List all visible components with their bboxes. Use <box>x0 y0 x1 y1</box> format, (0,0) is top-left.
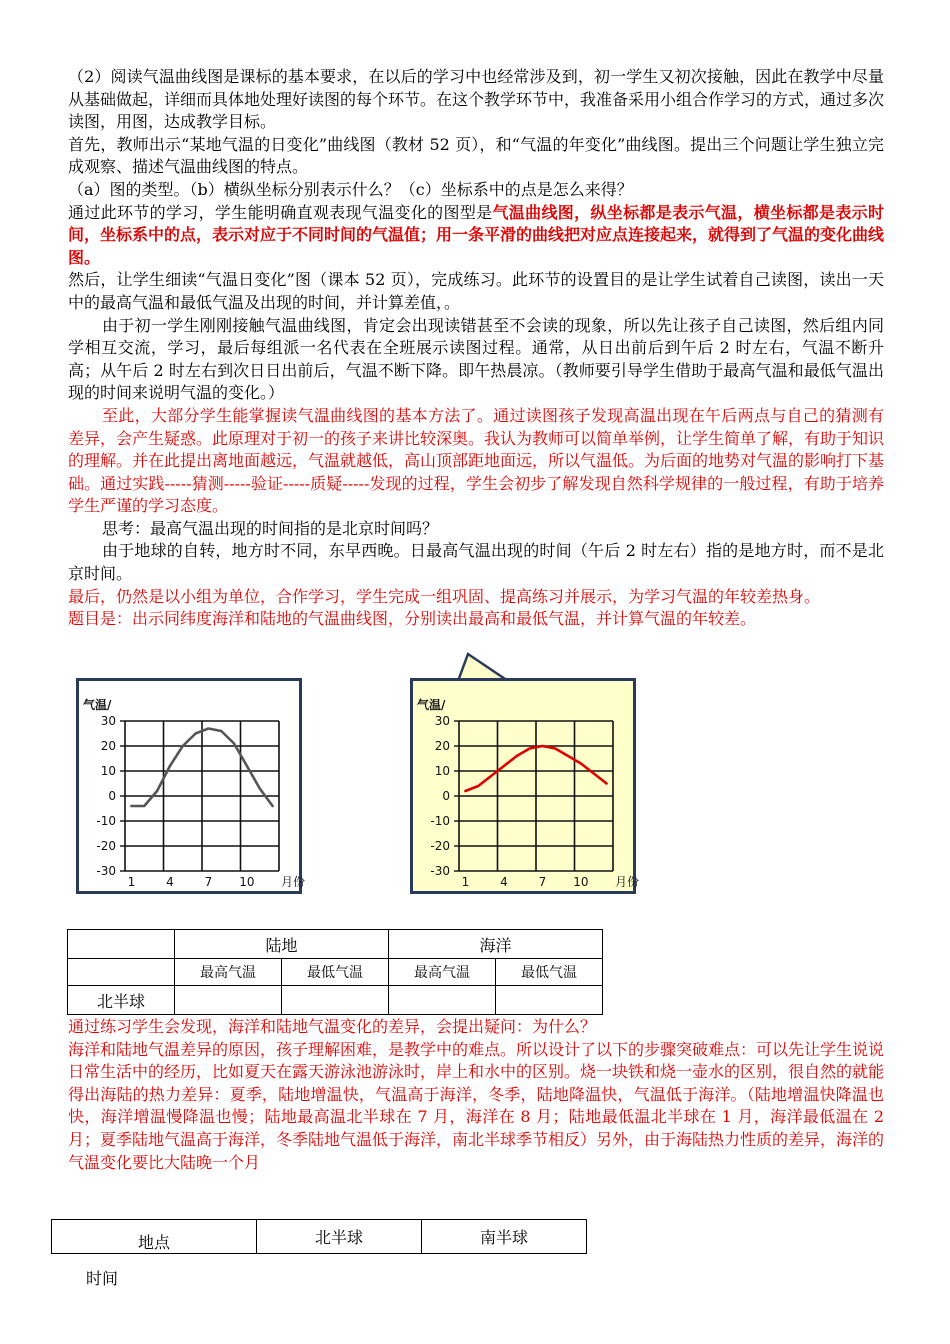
paragraph: 由于初一学生刚刚接触气温曲线图，肯定会出现读错甚至不会读的现象，所以先让孩子自己读图，然后组内同学相互交流，学习，最后每组派一名代表在全班展示读图过程。通常，从日出前后到午后 2 时左右，气温不断升高；从午后 2 时左右到次日日出前后，气温不断下降。即午热晨凉。（教师要引导学生借助于最高气温和最低气温出现的时间来说明气温的变化。） <box>68 315 884 403</box>
document-body <box>68 66 884 631</box>
x-tick-label: 4 <box>500 875 508 889</box>
table-header-south: 南半球 <box>422 1220 587 1254</box>
y-tick-label: -10 <box>430 814 450 828</box>
table-corner-label: 地点 <box>52 1220 257 1254</box>
paragraph: 然后，让学生细读“气温日变化”图（课本 52 页），完成练习。此环节的设置目的是让学生试着自己读图，读出一天中的最高气温和最低气温及出现的时间，并计算差值，。 <box>68 270 884 312</box>
table-corner-time-label: 时间 <box>86 1269 119 1288</box>
y-axis-label: 气温/ <box>83 698 112 712</box>
y-tick-label: 10 <box>434 764 450 778</box>
paragraph: 至此，大部分学生能掌握读气温曲线图的基本方法了。通过读图孩子发现高温出现在午后两点与自己的猜测有差异，会产生疑惑。此原理对于初一的孩子来讲比较深奥。我认为教师可以简单举例，让学生简单了解，有助于知识的理解。并在此提出离地面越远，气温就越低，高山顶部距地面远，所以气温低。为后面的地势对气温的影响打下基础。通过实践-----猜测-----验证-----质疑-----发现的过程，学生会初步了解发现自然科学规律的一般过程，有助于培养学生严谨的学习态度。 <box>68 405 885 516</box>
y-tick-label: 10 <box>100 764 116 778</box>
x-tick-label: 10 <box>573 875 589 889</box>
table-cell <box>68 959 175 986</box>
y-tick-label: -30 <box>96 864 116 878</box>
table-cell <box>496 986 603 1015</box>
table-subheader-land-max: 最高气温 <box>175 959 282 986</box>
key-conclusion: 气温曲线图，纵坐标都是表示气温，横坐标都是表示时间，坐标系中的点，表示对应于不同时间的气温值；用一条平滑的曲线把对应点连接起来，就得到了气温的变化曲线图。 <box>68 202 885 267</box>
document-body-continued <box>68 1016 884 1174</box>
paragraph: （2）阅读气温曲线图是课标的基本要求，在以后的学习中也经常涉及到，初一学生又初次接触，因此在教学中尽量从基础做起，详细而具体地处理好读图的每个环节。在这个教学环节中，我准备采用小组合作学习的方式，通过多次读图，用图，达成教学目标。 <box>68 67 885 132</box>
question: 思考：最高气温出现的时间指的是北京时间吗？ <box>102 518 439 538</box>
y-tick-label: 0 <box>108 789 116 803</box>
land-ocean-table <box>67 929 603 1015</box>
x-tick-label: 1 <box>461 875 470 889</box>
paragraph-lead: 通过此环节的学习，学生能明确直观表现气温变化的图型是 <box>68 202 493 222</box>
y-tick-label: 30 <box>100 714 116 728</box>
y-tick-label: 20 <box>100 739 116 753</box>
table-cell <box>175 986 282 1015</box>
ocean-temperature-chart <box>410 678 640 894</box>
table-header-land: 陆地 <box>175 930 389 959</box>
exercise-prompt: 题目是：出示同纬度海洋和陆地的气温曲线图，分别读出最高和最低气温，并计算气温的年较差。 <box>68 609 757 629</box>
land-chart-svg <box>79 681 306 891</box>
table-subheader-ocean-min: 最低气温 <box>496 959 603 986</box>
table-row-label: 北半球 <box>68 986 175 1015</box>
x-axis-label: 月份 <box>281 875 306 889</box>
table-header-north: 北半球 <box>257 1220 422 1254</box>
y-axis-label: 气温/ <box>417 698 446 712</box>
x-tick-label: 7 <box>538 875 547 889</box>
paragraph: 通过练习学生会发现，海洋和陆地气温变化的差异，会提出疑问：为什么？ <box>68 1017 597 1036</box>
ocean-chart-svg <box>413 681 640 891</box>
y-tick-label: 0 <box>442 789 450 803</box>
table-cell <box>68 930 175 959</box>
table-cell <box>389 986 496 1015</box>
x-tick-label: 10 <box>239 875 255 889</box>
paragraph: 海洋和陆地气温差异的原因，孩子理解困难，是教学中的难点。所以设计了以下的步骤突破难点：可以先让学生说说日常生活中的经历，比如夏天在露天游泳池游泳时，岸上和水中的区别。烧一块铁和烧一壶水的区别，很自然的就能得出海陆的热力差异：夏季，陆地增温快，气温高于海洋，冬季，陆地降温快，气温低于海洋。（陆地增温快降温也快，海洋增温慢降温也慢；陆地最高温北半球在 7 月，海洋在 8 月；陆地最低温北半球在 1 月，海洋最低温在 2 月；夏季陆地气温高于海洋，冬季陆地气温低于海洋，南北半球季节相反）另外，由于海陆热力性质的差异，海洋的气温变化要比大陆晚一个月 <box>68 1039 885 1172</box>
table-subheader-land-min: 最低气温 <box>282 959 389 986</box>
hemisphere-table <box>51 1219 587 1254</box>
land-temperature-chart <box>76 678 306 894</box>
x-tick-label: 7 <box>204 875 213 889</box>
paragraph: 首先，教师出示“某地气温的日变化”曲线图（教材 52 页），和“气温的年变化”曲线图。提出三个问题让学生独立完成观察、描述气温曲线图的特点。 <box>68 134 884 177</box>
table-header-ocean: 海洋 <box>389 930 603 959</box>
climate-charts <box>74 650 894 902</box>
x-tick-label: 4 <box>166 875 174 889</box>
x-tick-label: 1 <box>127 875 136 889</box>
y-tick-label: 30 <box>434 714 450 728</box>
y-tick-label: -20 <box>430 839 450 853</box>
table-cell <box>282 986 389 1015</box>
y-tick-label: -30 <box>430 864 450 878</box>
table-subheader-ocean-max: 最高气温 <box>389 959 496 986</box>
y-tick-label: 20 <box>434 739 450 753</box>
paragraph: 由于地球的自转，地方时不同，东早西晚。日最高气温出现的时间（午后 2 时左右）指的是地方时，而不是北京时间。 <box>68 541 884 584</box>
x-axis-label: 月份 <box>615 875 640 889</box>
paragraph: 最后，仍然是以小组为单位，合作学习，学生完成一组巩固、提高练习并展示，为学习气温的年较差热身。 <box>68 586 821 606</box>
paragraph: （a）图的类型。（b）横纵坐标分别表示什么？（c）坐标系中的点是怎么来得？ <box>68 179 633 199</box>
paragraph <box>68 202 884 270</box>
y-tick-label: -20 <box>96 839 116 853</box>
y-tick-label: -10 <box>96 814 116 828</box>
